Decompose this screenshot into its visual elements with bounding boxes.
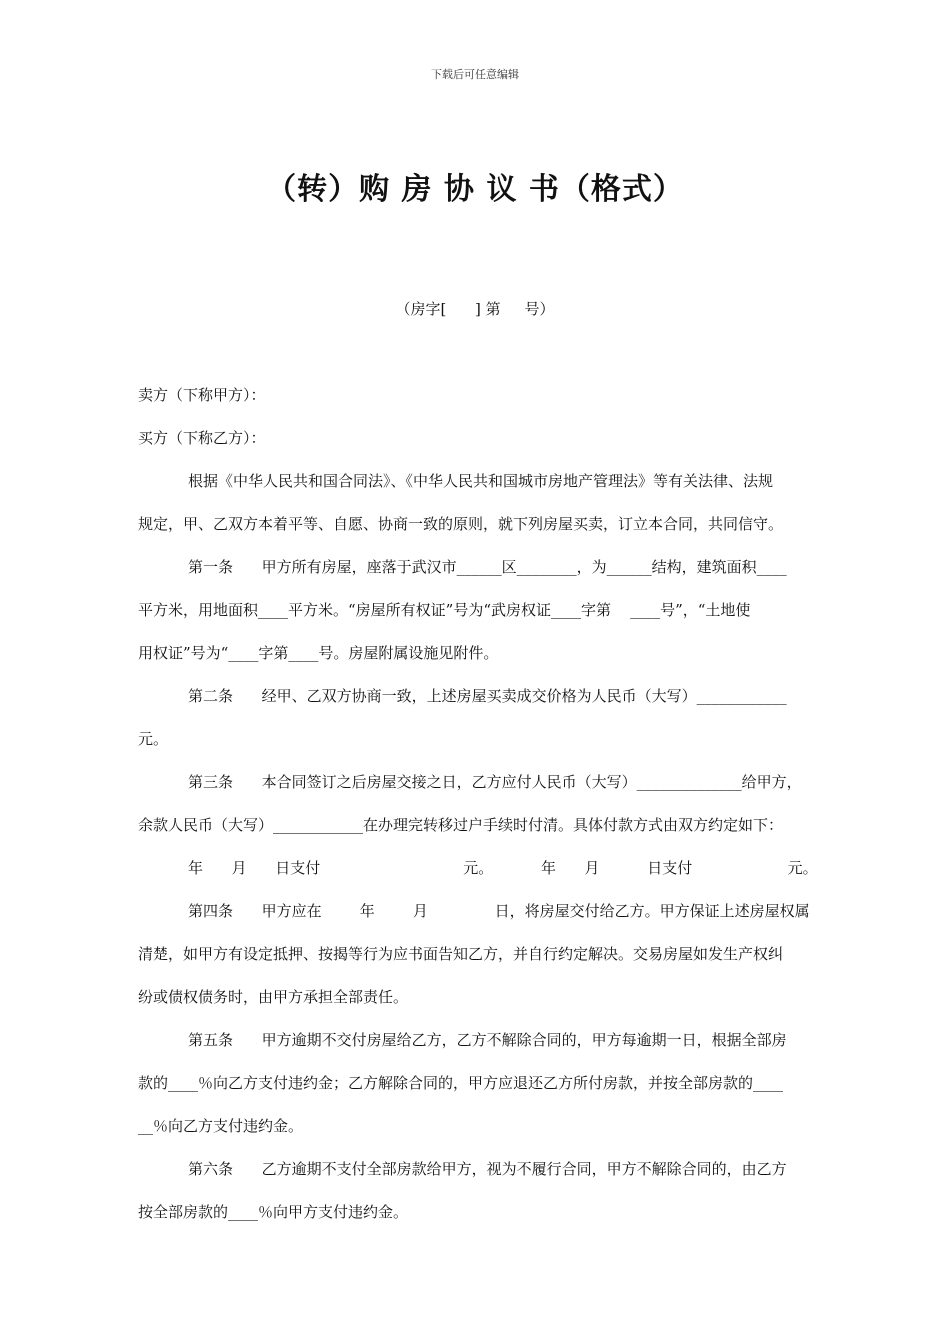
article-3-line-1: 第三条 本合同签订之后房屋交接之日，乙方应付人民币（大写）______________给甲方， xyxy=(188,773,802,791)
document-number: （房字[ ] 第 号） xyxy=(395,300,555,318)
article-3-payment-schedule: 年 月 日支付 元。 年 月 日支付 元。 xyxy=(188,859,818,877)
seller-line: 卖方（下称甲方）： xyxy=(138,386,266,404)
article-4-line-3: 纷或债权债务时，由甲方承担全部责任。 xyxy=(138,988,409,1006)
article-5-line-1: 第五条 甲方逾期不交付房屋给乙方，乙方不解除合同的，甲方每逾期一日，根据全部房 xyxy=(188,1031,787,1049)
article-2-line-2: 元。 xyxy=(138,730,169,748)
article-5-line-2: 款的____％向乙方支付违约金；乙方解除合同的，甲方应退还乙方所付房款，并按全部房款的____ xyxy=(138,1074,784,1092)
header-note: 下载后可任意编辑 xyxy=(431,68,519,81)
article-2-line-1: 第二条 经甲、乙双方协商一致，上述房屋买卖成交价格为人民币（大写）____________ xyxy=(188,687,787,705)
buyer-line: 买方（下称乙方）： xyxy=(138,429,266,447)
article-4-line-1: 第四条 甲方应在 年 月 日，将房屋交付给乙方。甲方保证上述房屋权属 xyxy=(188,902,810,920)
document-title: （转）购 房 协 议 书（格式） xyxy=(266,172,684,207)
article-6-line-1: 第六条 乙方逾期不支付全部房款给甲方，视为不履行合同，甲方不解除合同的，由乙方 xyxy=(188,1160,787,1178)
article-1-line-1: 第一条 甲方所有房屋，座落于武汉市______区________，为______结构，建筑面积____ xyxy=(188,558,787,576)
preamble-line-2: 规定，甲、乙双方本着平等、自愿、协商一致的原则，就下列房屋买卖，订立本合同，共同信守。 xyxy=(138,515,784,533)
article-6-line-2: 按全部房款的____％向甲方支付违约金。 xyxy=(138,1203,409,1221)
article-3-line-2: 余款人民币（大写）____________在办理完转移过户手续时付清。具体付款方式由双方约定如下： xyxy=(138,816,784,834)
article-1-line-2: 平方米，用地面积____平方米。“房屋所有权证”号为“武房权证____字第 ____号”，“土地使 xyxy=(138,601,751,619)
article-1-line-3: 用权证”号为“____字第____号。房屋附属设施见附件。 xyxy=(138,644,499,662)
article-4-line-2: 清楚，如甲方有设定抵押、按揭等行为应书面告知乙方，并自行约定解决。交易房屋如发生产权纠 xyxy=(138,945,784,963)
article-5-line-3: __％向乙方支付违约金。 xyxy=(138,1117,304,1135)
preamble-line-1: 根据《中华人民共和国合同法》、《中华人民共和国城市房地产管理法》等有关法律、法规 xyxy=(188,472,774,490)
